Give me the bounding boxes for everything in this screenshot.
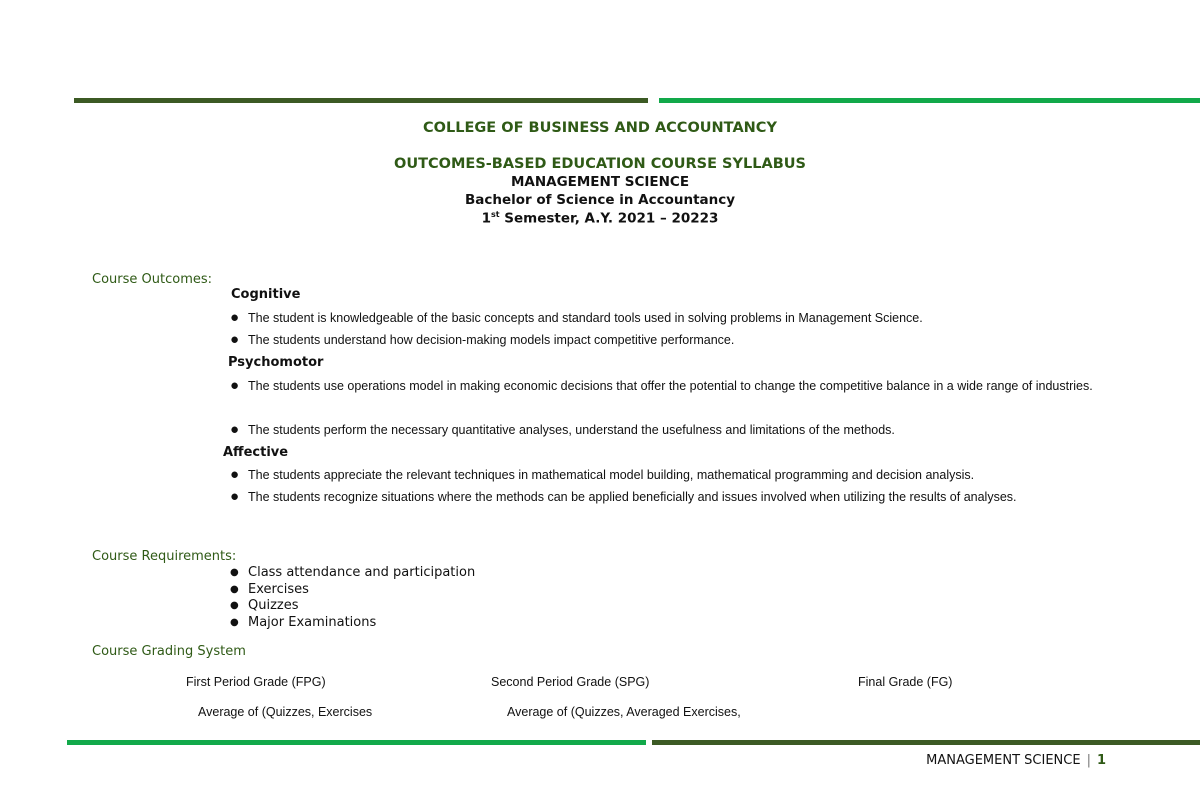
bullet-icon: ● bbox=[230, 488, 240, 505]
semester-line: 1st Semester, A.Y. 2021 – 20223 bbox=[481, 210, 719, 227]
bullet-icon: ● bbox=[230, 567, 239, 578]
bullet-icon: ● bbox=[230, 331, 240, 348]
footer-course: MANAGEMENT SCIENCE bbox=[926, 753, 1081, 768]
spg-label: Second Period Grade (SPG) bbox=[491, 675, 650, 689]
list-item: ● The students use operations model in making economic decisions that offer the potential to change the competitive balance in a wide range of industries. bbox=[230, 375, 1106, 397]
program-title: Bachelor of Science in Accountancy bbox=[464, 192, 736, 208]
bullet-icon: ● bbox=[230, 583, 239, 595]
spg-formula: Average of (Quizzes, Averaged Exercises, bbox=[507, 705, 741, 719]
list-item: ● Major Examinations bbox=[230, 614, 377, 630]
list-item: ● The students understand how decision-making models impact competitive performance. bbox=[230, 329, 1106, 351]
list-item: ● The student is knowledgeable of the basic concepts and standard tools used in solving problems in Management Science. bbox=[230, 307, 1106, 329]
page-footer bbox=[926, 753, 1106, 768]
fg-label: Final Grade (FG) bbox=[858, 675, 953, 689]
syllabus-title: OUTCOMES-BASED EDUCATION COURSE SYLLABUS bbox=[394, 156, 806, 172]
fpg-label: First Period Grade (FPG) bbox=[186, 675, 326, 689]
bottom-rule-dark bbox=[652, 740, 1200, 745]
college-title: COLLEGE OF BUSINESS AND ACCOUNTANCY bbox=[423, 120, 777, 136]
bullet-icon: ● bbox=[230, 309, 240, 326]
bottom-rule-green bbox=[67, 740, 646, 745]
affective-label: Affective bbox=[223, 445, 289, 460]
psychomotor-label: Psychomotor bbox=[228, 355, 324, 370]
fpg-formula: Average of (Quizzes, Exercises bbox=[198, 705, 373, 719]
list-item: ● The students recognize situations where the methods can be applied beneficially and issues involved when utilizing the results of analyses. bbox=[230, 486, 1106, 508]
page-number: 1 bbox=[1096, 753, 1106, 768]
course-title: MANAGEMENT SCIENCE bbox=[510, 174, 690, 190]
requirements-list bbox=[230, 565, 475, 631]
list-item: ● Class attendance and participation bbox=[230, 565, 476, 580]
cognitive-label: Cognitive bbox=[231, 287, 301, 302]
list-item: ● Exercises bbox=[230, 581, 309, 597]
list-item: ● The students perform the necessary quantitative analyses, understand the usefulness and limitations of the methods. bbox=[230, 419, 1106, 441]
list-item: ● The students appreciate the relevant techniques in mathematical model building, mathematical programming and decision analysis. bbox=[230, 464, 1106, 486]
top-rule-dark bbox=[74, 98, 648, 103]
bullet-icon: ● bbox=[230, 421, 240, 438]
top-rule-green bbox=[659, 98, 1200, 103]
bullet-icon: ● bbox=[230, 600, 239, 611]
bullet-icon: ● bbox=[230, 377, 240, 394]
bullet-icon: ● bbox=[230, 616, 239, 628]
list-item: ● Quizzes bbox=[230, 598, 299, 613]
course-grading-heading: Course Grading System bbox=[92, 644, 246, 659]
footer-separator: | bbox=[1086, 753, 1091, 768]
course-outcomes-heading: Course Outcomes: bbox=[92, 272, 213, 287]
course-requirements-heading: Course Requirements: bbox=[92, 549, 237, 564]
bullet-icon: ● bbox=[230, 466, 240, 483]
